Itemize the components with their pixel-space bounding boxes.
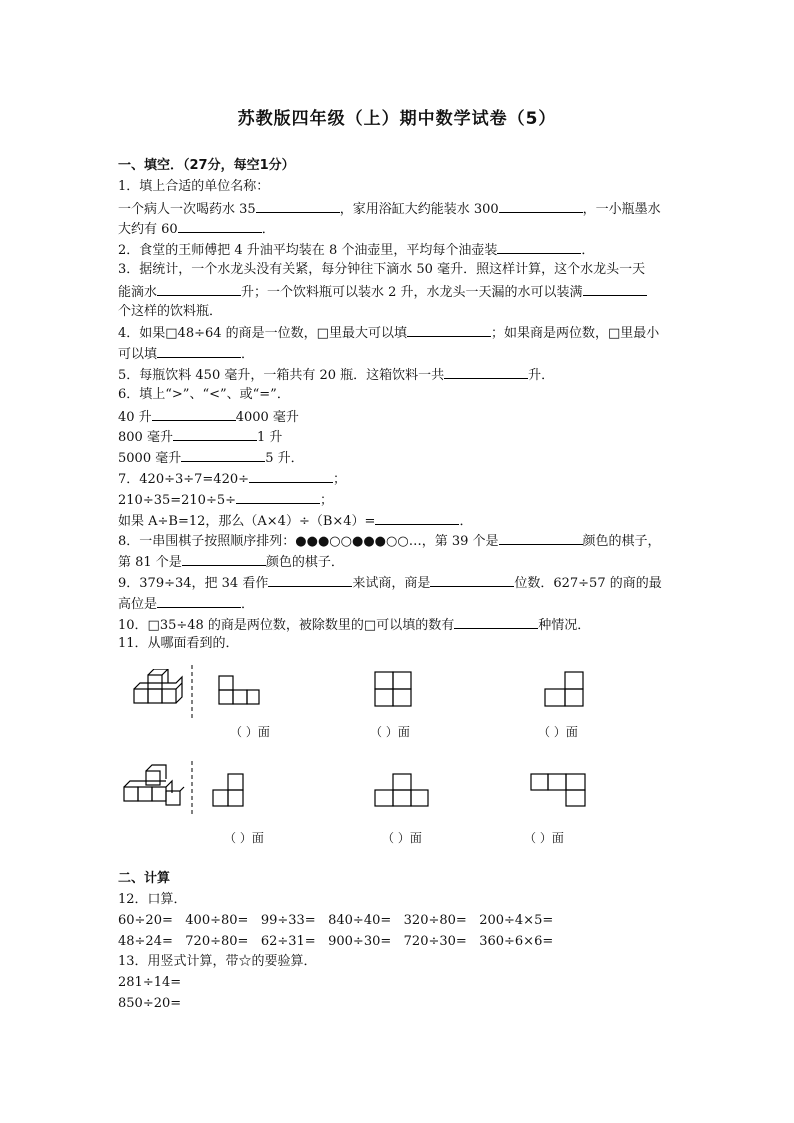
views-figure bbox=[118, 661, 588, 851]
q3-text-a: 能滴水 bbox=[118, 284, 158, 300]
q7-text: 7．420÷3÷7=420÷ bbox=[118, 471, 250, 487]
view-shape-2c bbox=[530, 773, 588, 809]
q5-end: 升． bbox=[528, 367, 555, 383]
answer-blank[interactable] bbox=[178, 218, 262, 233]
q8-text: 8．一串围棋子按照顺序排列：●●●○○●●●○○…，第 39 个是 bbox=[118, 534, 499, 550]
q9-text: 9．379÷34，把 34 看作 bbox=[118, 575, 269, 591]
q4-text-b: ；如果商是两位数，□里最小 bbox=[490, 326, 660, 342]
q9-line2 bbox=[118, 593, 678, 614]
q1-text-a: 一个病人一次喝药水 35 bbox=[118, 201, 256, 217]
q8-text-d: 颜色的棋子． bbox=[265, 555, 344, 571]
q6-right: 1 升 bbox=[256, 430, 283, 446]
mental-item: 62÷31= bbox=[260, 933, 316, 949]
answer-blank[interactable] bbox=[375, 510, 459, 525]
cube-stack-2-image bbox=[122, 763, 186, 807]
divider-line bbox=[190, 761, 194, 817]
q7-sep: ； bbox=[333, 471, 347, 487]
q6-item3 bbox=[118, 447, 678, 468]
answer-blank[interactable] bbox=[249, 468, 333, 483]
q6-left: 40 升 bbox=[118, 409, 152, 425]
q3-line3: 个这样的饮料瓶． bbox=[118, 303, 223, 319]
q6-right: 4000 毫升 bbox=[235, 409, 299, 425]
view-shape-2a bbox=[212, 773, 246, 809]
section2-heading: 二、计算 bbox=[118, 871, 171, 887]
q7-line1 bbox=[118, 468, 678, 489]
exam-content bbox=[118, 156, 678, 1015]
q12-label: 12．口算． bbox=[118, 891, 187, 907]
answer-blank[interactable] bbox=[497, 239, 581, 254]
q2 bbox=[118, 239, 678, 260]
q8-text-b: 颜色的棋子， bbox=[582, 534, 661, 550]
q2-text: 2．食堂的王师傅把 4 升油平均装在 8 个油壶里，平均每个油壶装 bbox=[118, 243, 498, 259]
q1-text-d: 大约有 60 bbox=[118, 222, 178, 238]
divider-line bbox=[190, 665, 194, 721]
view-shape-1c bbox=[544, 671, 586, 707]
q10-text: 10．□35÷48 的商是两位数，被除数里的□可以填的数有 bbox=[118, 617, 455, 633]
q9-text-c: 位数．627÷57 的商的最 bbox=[514, 575, 662, 591]
face-label: （ ）面 bbox=[538, 725, 578, 740]
mental-item: 200÷4×5= bbox=[479, 912, 554, 928]
q7-end: ． bbox=[459, 513, 473, 529]
mental-item: 60÷20= bbox=[118, 912, 173, 928]
page-title: 苏教版四年级（上）期中数学试卷（5） bbox=[237, 109, 557, 129]
q1-intro: 1．填上合适的单位名称： bbox=[118, 178, 270, 194]
mental-item: 900÷30= bbox=[328, 933, 392, 949]
q4-text-d: ． bbox=[241, 347, 255, 363]
q7-sep: ； bbox=[320, 492, 334, 508]
q3-text-b: 升；一个饮料瓶可以装水 2 升，水龙头一天漏的水可以装满 bbox=[241, 284, 583, 300]
answer-blank[interactable] bbox=[430, 572, 514, 587]
answer-blank[interactable] bbox=[499, 198, 583, 213]
q7-line2 bbox=[118, 489, 678, 510]
answer-blank[interactable] bbox=[157, 343, 241, 358]
calc-item-1: 281÷14= bbox=[118, 975, 182, 991]
q4-line2 bbox=[118, 343, 678, 364]
mental-math-row-2 bbox=[118, 932, 678, 953]
q1-text-b: ，家用浴缸大约能装水 300 bbox=[339, 201, 499, 217]
q8-line2 bbox=[118, 551, 678, 572]
view-shape-1b bbox=[374, 671, 414, 707]
q8-text-c: 第 81 个是 bbox=[118, 555, 182, 571]
q6-left: 5000 毫升 bbox=[118, 451, 182, 467]
q1-line2 bbox=[118, 218, 678, 239]
q6-item2 bbox=[118, 426, 678, 447]
q6-intro: 6．填上“>”、“<”、或“=”． bbox=[118, 386, 290, 402]
q1-line1 bbox=[118, 198, 678, 219]
answer-blank[interactable] bbox=[182, 551, 266, 566]
answer-blank[interactable] bbox=[444, 364, 528, 379]
view-shape-1a bbox=[218, 675, 260, 709]
mental-item: 720÷80= bbox=[185, 933, 249, 949]
q9-text-b: 来试商，商是 bbox=[352, 575, 431, 591]
answer-blank[interactable] bbox=[152, 406, 236, 421]
answer-blank[interactable] bbox=[583, 281, 647, 296]
face-label: （ ）面 bbox=[370, 725, 410, 740]
mental-item: 720÷30= bbox=[403, 933, 467, 949]
q3-line1: 3．据统计，一个水龙头没有关紧，每分钟往下滴水 50 毫升．照这样计算，这个水龙头一天 bbox=[118, 261, 646, 277]
mental-item: 360÷6×6= bbox=[479, 933, 554, 949]
answer-blank[interactable] bbox=[499, 530, 583, 545]
q6-left: 800 毫升 bbox=[118, 430, 173, 446]
section1-heading: 一、填空．（27分，每空1分） bbox=[118, 158, 295, 173]
q4-line1 bbox=[118, 322, 678, 343]
q8-line1 bbox=[118, 530, 678, 551]
answer-blank[interactable] bbox=[173, 426, 257, 441]
view-shape-2b bbox=[374, 773, 430, 809]
face-label: （ ）面 bbox=[524, 831, 564, 846]
answer-blank[interactable] bbox=[454, 614, 538, 629]
q2-end: ． bbox=[581, 243, 595, 259]
q7-text: 如果 A÷B=12，那么（A×4）÷（B×4）= bbox=[118, 513, 376, 529]
q9-text-d: 高位是 bbox=[118, 596, 158, 612]
answer-blank[interactable] bbox=[236, 489, 320, 504]
q1-text-c: ，一小瓶墨水 bbox=[582, 201, 661, 217]
q11: 11．从哪面看到的． bbox=[118, 636, 239, 652]
face-label: （ ）面 bbox=[382, 831, 422, 846]
q9-line1 bbox=[118, 572, 678, 593]
answer-blank[interactable] bbox=[181, 447, 265, 462]
mental-item: 48÷24= bbox=[118, 933, 173, 949]
q6-item1 bbox=[118, 406, 678, 427]
q6-right: 5 升． bbox=[265, 451, 304, 467]
mental-item: 99÷33= bbox=[260, 912, 316, 928]
answer-blank[interactable] bbox=[157, 593, 241, 608]
q10-end: 种情况． bbox=[538, 617, 591, 633]
q7-text: 210÷35=210÷5÷ bbox=[118, 492, 237, 508]
mental-item: 840÷40= bbox=[328, 912, 392, 928]
mental-item: 400÷80= bbox=[185, 912, 249, 928]
answer-blank[interactable] bbox=[256, 198, 340, 213]
q5 bbox=[118, 364, 678, 385]
cube-stack-1-image bbox=[132, 669, 184, 707]
q4-text-c: 可以填 bbox=[118, 347, 158, 363]
answer-blank[interactable] bbox=[268, 572, 352, 587]
mental-item: 320÷80= bbox=[403, 912, 467, 928]
answer-blank[interactable] bbox=[407, 322, 491, 337]
face-label: （ ）面 bbox=[224, 831, 264, 846]
answer-blank[interactable] bbox=[157, 281, 241, 296]
face-label: （ ）面 bbox=[230, 725, 270, 740]
q1-text-e: ． bbox=[261, 222, 275, 238]
q5-text: 5．每瓶饮料 450 毫升，一箱共有 20 瓶．这箱饮料一共 bbox=[118, 367, 445, 383]
q4-text-a: 4．如果□48÷64 的商是一位数，□里最大可以填 bbox=[118, 326, 407, 342]
q10 bbox=[118, 614, 678, 635]
q13-label: 13．用竖式计算，带☆的要验算． bbox=[118, 954, 317, 970]
q9-end: ． bbox=[241, 596, 255, 612]
mental-math-row-1 bbox=[118, 911, 678, 932]
q3-line2 bbox=[118, 281, 678, 302]
calc-item-2: 850÷20= bbox=[118, 995, 182, 1011]
q7-line3 bbox=[118, 510, 678, 531]
